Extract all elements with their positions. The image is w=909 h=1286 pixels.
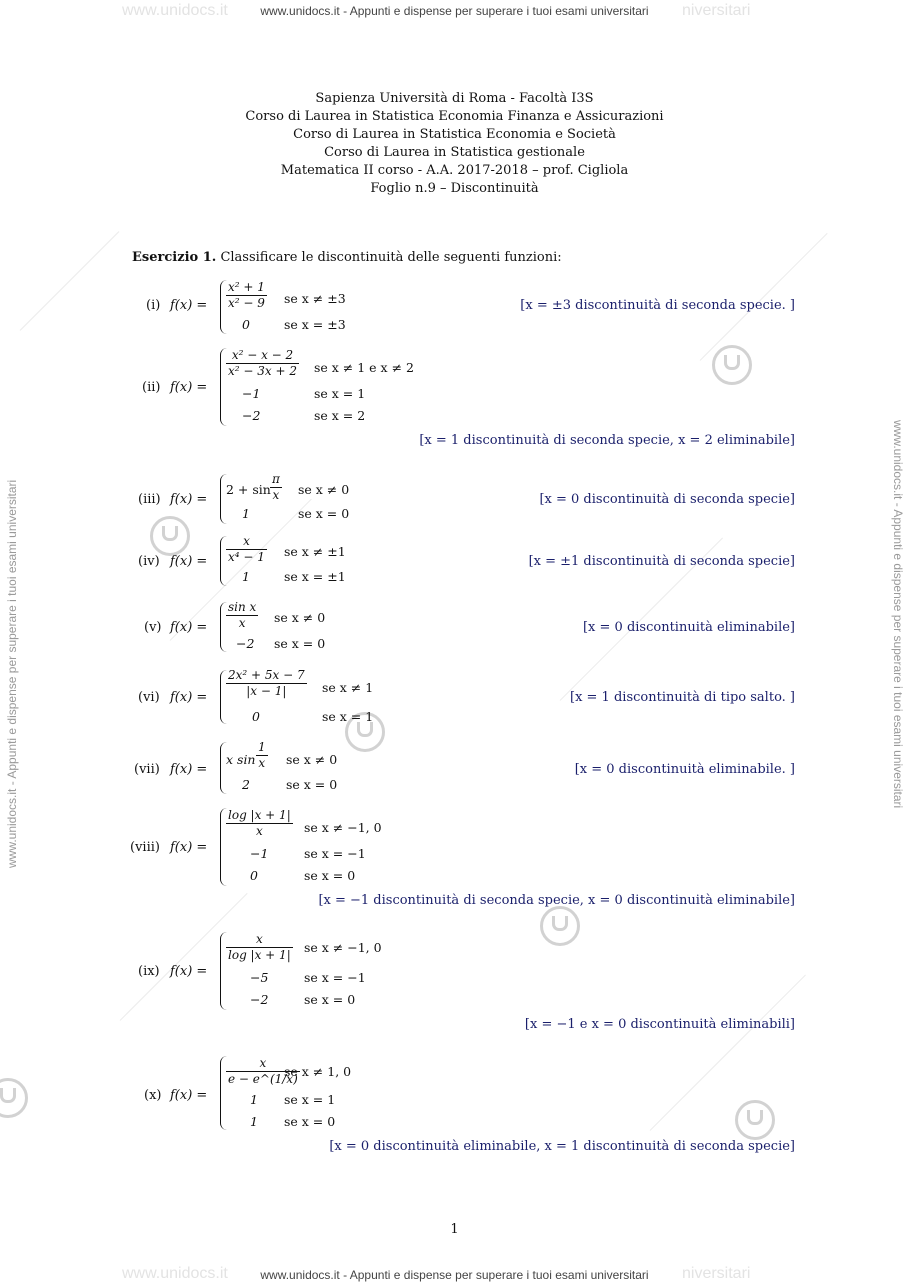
exercise-item-x bbox=[120, 1056, 795, 1160]
fraction: $\frac{\text{2x² + 5x − 7}}{|x - 1|}$ bbox=[228, 668, 305, 698]
item-label: (ix) bbox=[138, 964, 160, 979]
exercise-item-iv bbox=[120, 534, 795, 590]
fraction: $\frac{x}{\text{x⁴ − 1}}$ bbox=[228, 534, 265, 564]
case-value: 0 bbox=[252, 709, 260, 724]
item-label: (iv) bbox=[138, 554, 160, 569]
exercise-item-vi bbox=[120, 668, 795, 728]
condition: se x = ±3 bbox=[284, 317, 346, 332]
condition: se x ≠ ±1 bbox=[284, 544, 346, 559]
case-value: 1 bbox=[250, 1092, 258, 1107]
watermark-top: www.unidocs.it - Appunti e dispense per superare i tuoi esami universitari bbox=[260, 4, 649, 18]
condition: se x ≠ 1 e x ≠ 2 bbox=[314, 360, 414, 375]
condition: se x = 0 bbox=[284, 1114, 336, 1129]
case-value: −2 bbox=[250, 992, 269, 1007]
condition: se x ≠ ±3 bbox=[284, 291, 346, 306]
condition: se x = ±1 bbox=[284, 569, 346, 584]
condition: se x ≠ 1 bbox=[322, 680, 374, 695]
function-label: f(x) = bbox=[170, 840, 208, 855]
exercise-item-v bbox=[120, 600, 795, 656]
function-label: f(x) = bbox=[170, 492, 208, 507]
answer: [x = 1 discontinuità di tipo salto. ] bbox=[570, 690, 795, 705]
function-prefix: 2 + sin bbox=[226, 482, 271, 497]
condition: se x = 1 bbox=[284, 1092, 336, 1107]
page-number: 1 bbox=[450, 1222, 459, 1237]
function-label: f(x) = bbox=[170, 380, 208, 395]
fraction: $\frac{x}{e - e\^{}(1/x)}$ bbox=[228, 1056, 298, 1086]
watermark-left: www.unidocs.it - Appunti e dispense per superare i tuoi esami universitari bbox=[5, 479, 19, 868]
header-line-subject: Matematica II corso - A.A. 2017-2018 – prof. Cigliola bbox=[280, 163, 629, 178]
exercise-title: Esercizio 1. bbox=[132, 250, 217, 265]
case-value: 2 bbox=[242, 777, 250, 792]
answer: [x = −1 e x = 0 discontinuità eliminabili] bbox=[524, 1017, 795, 1032]
fraction: $\frac{\log |x + 1|}{x}$ bbox=[228, 808, 291, 838]
condition: se x ≠ −1, 0 bbox=[304, 940, 382, 955]
case-value: 1 bbox=[250, 1114, 258, 1129]
function-label: f(x) = bbox=[170, 762, 208, 777]
exercise-intro bbox=[132, 250, 562, 265]
piecewise-brace bbox=[220, 742, 227, 794]
unidocs-logo-icon bbox=[0, 1078, 28, 1118]
exercise-item-ii bbox=[120, 348, 795, 448]
item-label: (x) bbox=[144, 1088, 162, 1103]
condition: se x = 0 bbox=[304, 992, 356, 1007]
case-value: −5 bbox=[250, 970, 269, 985]
condition: se x ≠ 0 bbox=[298, 482, 350, 497]
answer: [x = 1 discontinuità di seconda specie, x = 2 eliminabile] bbox=[419, 433, 795, 448]
condition: se x = 2 bbox=[314, 408, 366, 423]
case-value: 0 bbox=[242, 317, 250, 332]
answer: [x = −1 discontinuità di seconda specie, x = 0 discontinuità eliminabile] bbox=[318, 893, 795, 908]
function-label: f(x) = bbox=[170, 298, 208, 313]
answer: [x = 0 discontinuità eliminabile] bbox=[582, 620, 795, 635]
ghost-watermark-top-suffix: niversitari bbox=[682, 2, 751, 19]
condition: se x = 0 bbox=[286, 777, 338, 792]
condition: se x ≠ 0 bbox=[274, 610, 326, 625]
fraction: $\frac{x}{\log |x + 1|}$ bbox=[228, 932, 291, 962]
ghost-watermark-bottom-suffix: niversitari bbox=[682, 1265, 751, 1282]
item-label: (ii) bbox=[142, 380, 161, 395]
case-value: −2 bbox=[236, 636, 255, 651]
exercise-item-vii bbox=[120, 740, 795, 796]
condition: se x = −1 bbox=[304, 846, 366, 861]
condition: se x ≠ −1, 0 bbox=[304, 820, 382, 835]
case-value: 1 bbox=[242, 506, 250, 521]
condition: se x = 1 bbox=[314, 386, 366, 401]
ghost-watermark-top: www.unidocs.it bbox=[122, 2, 228, 19]
condition: se x = 1 bbox=[322, 709, 374, 724]
decorative-line bbox=[20, 231, 120, 331]
condition: se x = 0 bbox=[274, 636, 326, 651]
ghost-watermark-bottom: www.unidocs.it bbox=[122, 1265, 228, 1282]
function-label: f(x) = bbox=[170, 690, 208, 705]
fraction: $\frac{1}{x}$ bbox=[258, 740, 266, 770]
header-line-sheet: Foglio n.9 – Discontinuità bbox=[370, 181, 539, 196]
fraction: $\frac{\text{sin x}}{x}$ bbox=[228, 600, 257, 630]
condition: se x ≠ 0 bbox=[286, 752, 338, 767]
condition: se x = 0 bbox=[298, 506, 350, 521]
case-value: −1 bbox=[242, 386, 261, 401]
case-value: −2 bbox=[242, 408, 261, 423]
item-label: (i) bbox=[146, 298, 161, 313]
answer: [x = ±1 discontinuità di seconda specie] bbox=[528, 554, 795, 569]
item-label: (vi) bbox=[138, 690, 160, 705]
condition: se x = 0 bbox=[304, 868, 356, 883]
case-value: 1 bbox=[242, 569, 250, 584]
fraction: $\frac{\pi}{x}$ bbox=[272, 472, 280, 502]
function-label: f(x) = bbox=[170, 964, 208, 979]
answer: [x = 0 discontinuità eliminabile, x = 1 discontinuità di seconda specie] bbox=[329, 1139, 795, 1154]
watermark-bottom: www.unidocs.it - Appunti e dispense per superare i tuoi esami universitari bbox=[260, 1268, 649, 1282]
item-label: (iii) bbox=[138, 492, 161, 507]
case-value: −1 bbox=[250, 846, 269, 861]
exercise-item-iii bbox=[120, 472, 795, 528]
function-label: f(x) = bbox=[170, 554, 208, 569]
case-value: 0 bbox=[250, 868, 258, 883]
watermark-right: www.unidocs.it - Appunti e dispense per superare i tuoi esami universitari bbox=[891, 420, 905, 809]
fraction: $\frac{\text{x² − x − 2}}{\text{x² − 3x + 2}}$ bbox=[228, 348, 297, 378]
condition: se x ≠ 1, 0 bbox=[284, 1064, 352, 1079]
header-line-course-3: Corso di Laurea in Statistica gestionale bbox=[324, 145, 585, 160]
function-label: f(x) = bbox=[170, 620, 208, 635]
document-header bbox=[0, 90, 909, 198]
header-line-course-2: Corso di Laurea in Statistica Economia e Società bbox=[293, 127, 616, 142]
answer: [x = ±3 discontinuità di seconda specie. ] bbox=[520, 298, 795, 313]
exercise-item-viii bbox=[120, 808, 795, 912]
header-line-course-1: Corso di Laurea in Statistica Economia Finanza e Assicurazioni bbox=[245, 109, 664, 124]
exercise-item-ix bbox=[120, 932, 795, 1032]
item-label: (vii) bbox=[134, 762, 160, 777]
header-line-university: Sapienza Università di Roma - Facoltà I3S bbox=[315, 91, 594, 106]
exercise-item-i bbox=[120, 280, 795, 336]
item-label: (v) bbox=[144, 620, 162, 635]
answer: [x = 0 discontinuità eliminabile. ] bbox=[574, 762, 795, 777]
function-label: f(x) = bbox=[170, 1088, 208, 1103]
function-prefix: x sin bbox=[226, 752, 256, 767]
condition: se x = −1 bbox=[304, 970, 366, 985]
fraction: $\frac{\text{x² + 1}}{\text{x² − 9}}$ bbox=[228, 280, 265, 310]
exercise-instruction: Classificare le discontinuità delle seguenti funzioni: bbox=[220, 250, 562, 265]
item-label: (viii) bbox=[130, 840, 160, 855]
answer: [x = 0 discontinuità di seconda specie] bbox=[539, 492, 795, 507]
